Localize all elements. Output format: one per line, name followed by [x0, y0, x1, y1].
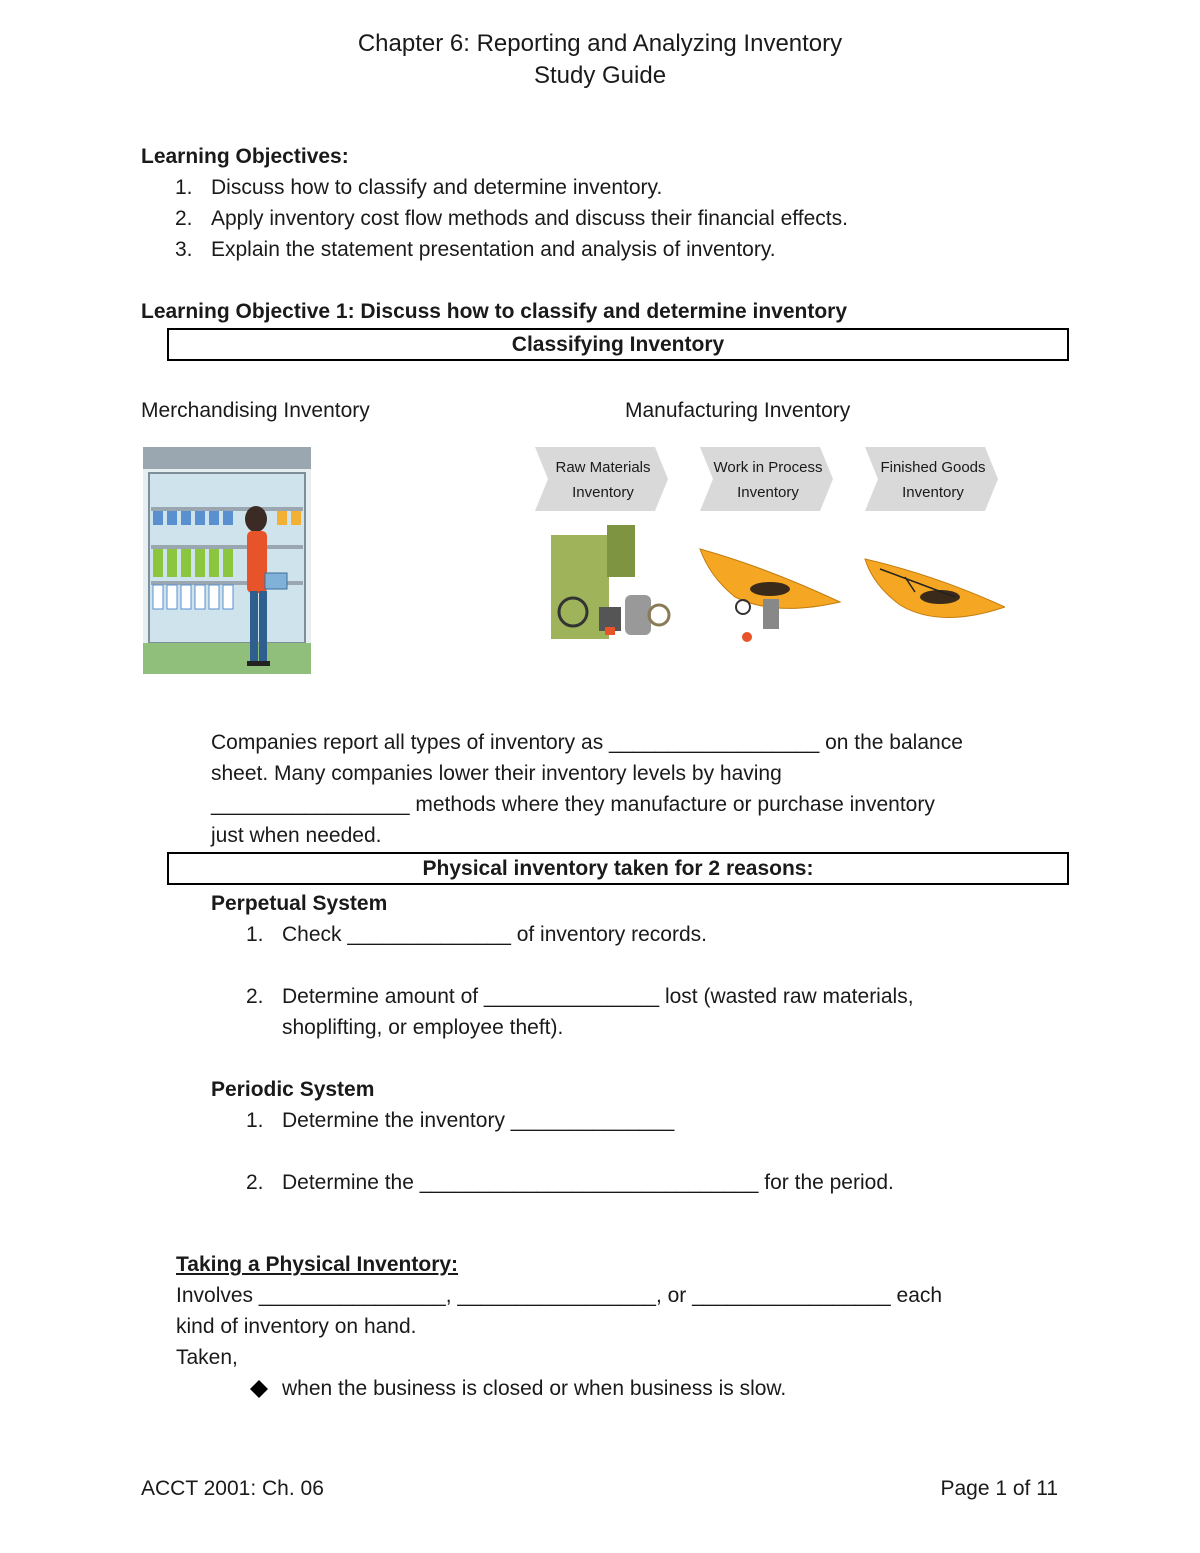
list-item: Check ______________ of inventory records.: [282, 923, 707, 946]
list-item: Determine the _____________________________ for the period.: [282, 1171, 894, 1194]
footer-course: ACCT 2001: Ch. 06: [141, 1477, 324, 1500]
taking-line: Taken,: [176, 1346, 238, 1369]
list-number: 2.: [246, 985, 264, 1008]
objective-number: 3.: [175, 238, 193, 261]
objective-text: Explain the statement presentation and analysis of inventory.: [211, 238, 776, 261]
periodic-heading: Periodic System: [211, 1078, 375, 1101]
physical-inventory-box: Physical inventory taken for 2 reasons:: [167, 852, 1069, 885]
taking-line: kind of inventory on hand.: [176, 1315, 417, 1338]
paragraph-line: _________________ methods where they manufacture or purchase inventory: [211, 793, 935, 816]
perpetual-heading: Perpetual System: [211, 892, 388, 915]
lo1-heading: Learning Objective 1: Discuss how to classify and determine inventory: [141, 300, 848, 323]
objectives-heading: Learning Objectives:: [141, 145, 349, 168]
manufacturing-label: Manufacturing Inventory: [625, 399, 851, 422]
footer-page-number: Page 1 of 11: [940, 1477, 1058, 1500]
stage-label: Work in Process Inventory: [713, 459, 823, 501]
objective-text: Apply inventory cost flow methods and discuss their financial effects.: [211, 207, 848, 230]
paragraph-line: Companies report all types of inventory as __________________ on the balance: [211, 731, 963, 754]
objective-text: Discuss how to classify and determine inventory.: [211, 176, 663, 199]
paragraph-line: sheet. Many companies lower their inventory levels by having: [211, 762, 782, 785]
diamond-bullet-icon: [249, 1379, 269, 1399]
page-title: Chapter 6: Reporting and Analyzing Inventory: [357, 30, 843, 57]
list-item: Determine the inventory ______________: [282, 1109, 675, 1132]
page-subtitle: Study Guide: [533, 62, 667, 89]
objective-number: 1.: [175, 176, 193, 199]
list-item: Determine amount of _______________ lost (wasted raw materials,: [282, 985, 914, 1008]
stage-label: Finished Goods Inventory: [880, 459, 986, 501]
taking-heading: Taking a Physical Inventory:: [176, 1253, 459, 1276]
list-item-continued: shoplifting, or employee theft).: [282, 1016, 564, 1039]
objective-number: 2.: [175, 207, 193, 230]
paragraph-line: just when needed.: [211, 824, 382, 847]
list-number: 2.: [246, 1171, 264, 1194]
taking-line: Involves ________________, _________________, or _________________ each: [176, 1284, 943, 1307]
bullet-text: when the business is closed or when business is slow.: [282, 1377, 787, 1400]
list-number: 1.: [246, 1109, 264, 1132]
stage-label: Raw Materials Inventory: [555, 459, 651, 501]
merchandising-label: Merchandising Inventory: [141, 399, 370, 422]
list-number: 1.: [246, 923, 264, 946]
shopper-illustration: [143, 447, 311, 674]
classifying-inventory-box: Classifying Inventory: [167, 328, 1069, 361]
